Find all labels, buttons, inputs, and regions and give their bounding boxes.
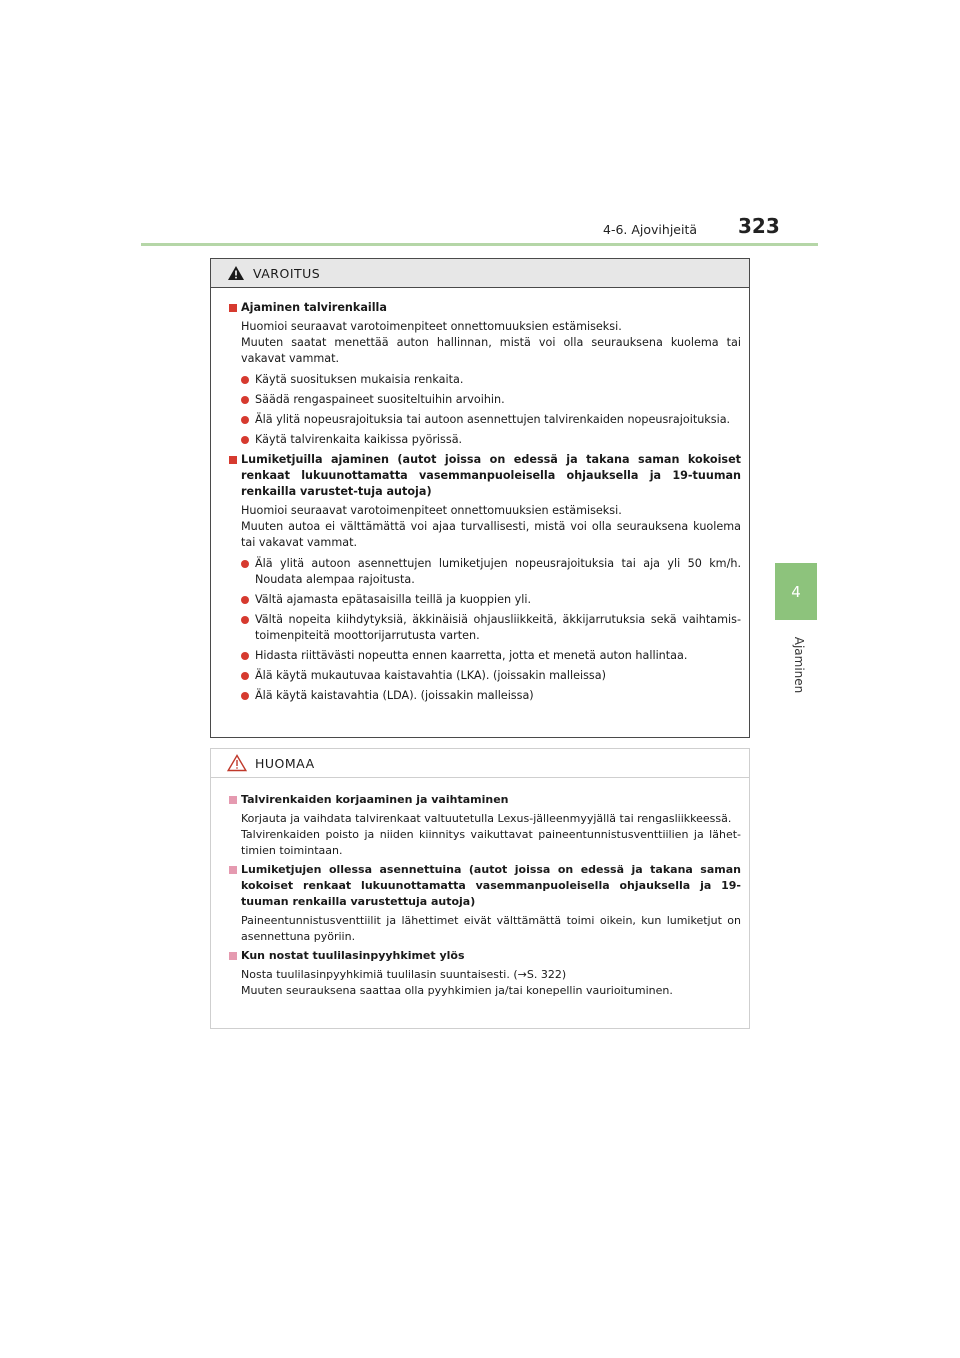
paragraph: Huomioi seuraavat varotoimenpiteet onnettomuuksien estämiseksi. [241, 504, 622, 517]
paragraph: Talvirenkaiden poisto ja niiden kiinnitys vaikuttavat paineentunnistusventtiilien ja lähet-timien toimintaan. [241, 828, 741, 857]
paragraph: Paineentunnistusventtiilit ja lähettimet eivät välttämättä toimi oikein, kun lumiketjut on asennettuna pyöriin. [241, 914, 741, 943]
section-heading [229, 792, 741, 808]
list-item-text: Käytä talvirenkaita kaikissa pyörissä. [255, 433, 463, 446]
list-item [229, 688, 741, 704]
section-heading-text: Ajaminen talvirenkailla [241, 301, 387, 314]
paragraph: Muuten saatat menettää auton hallinnan, mistä voi olla seurauksena kuolema tai vakavat vammat. [241, 336, 741, 365]
list-item-text: Hidasta riittävästi nopeutta ennen kaarretta, jotta et menetä auton hallintaa. [255, 649, 688, 662]
list-item-text: Vältä ajamasta epätasaisilla teillä ja kuoppien yli. [255, 593, 532, 606]
bullet-dot-icon [241, 416, 249, 424]
list-item [229, 556, 741, 588]
caution-triangle-icon [227, 754, 247, 772]
section-item [229, 792, 741, 859]
warning-title: VAROITUS [253, 265, 321, 281]
list-item [229, 392, 741, 408]
section-heading [229, 862, 741, 910]
section-item [229, 300, 741, 448]
warning-box [210, 258, 750, 738]
list-item [229, 668, 741, 684]
list-item-text: Älä ylitä autoon asennettujen lumiketjujen nopeusrajoituksia tai aja yli 50 km/h. Noudata alempaa rajoitusta. [255, 557, 741, 586]
bullet-dot-icon [241, 616, 249, 624]
chapter-tab[interactable] [775, 563, 817, 620]
list-item-text: Säädä rengaspaineet suositeltuihin arvoihin. [255, 393, 505, 406]
square-bullet-icon [229, 304, 237, 312]
bullet-dot-icon [241, 692, 249, 700]
chapter-number: 4 [791, 582, 801, 601]
list-item [229, 412, 741, 428]
bullet-dot-icon [241, 436, 249, 444]
paragraph: Korjauta ja vaihdata talvirenkaat valtuutetulla Lexus-jälleenmyyjällä tai rengasliikkeessä. [241, 812, 732, 825]
square-bullet-icon [229, 456, 237, 464]
paragraph: Nosta tuulilasinpyyhkimiä tuulilasin suuntaisesti. (→S. 322) [241, 968, 567, 981]
square-bullet-icon [229, 952, 237, 960]
section-heading-text: Kun nostat tuulilasinpyyhkimet ylös [241, 949, 465, 962]
warning-header [211, 259, 749, 288]
section-item [229, 452, 741, 704]
list-item-text: Älä käytä mukautuvaa kaistavahtia (LKA). (joissakin malleissa) [255, 669, 606, 682]
notice-body [211, 778, 749, 999]
bullet-dot-icon [241, 376, 249, 384]
warning-body [211, 288, 749, 704]
list-item [229, 592, 741, 608]
list-item [229, 612, 741, 644]
square-bullet-icon [229, 796, 237, 804]
list-item [229, 432, 741, 448]
bullet-dot-icon [241, 396, 249, 404]
notice-title: HUOMAA [255, 755, 315, 771]
chapter-label: Ajaminen [792, 636, 806, 694]
list-item-text: Käytä suosituksen mukaisia renkaita. [255, 373, 464, 386]
list-item-text: Vältä nopeita kiihdytyksiä, äkkinäisiä ohjausliikkeitä, äkkijarrutuksia sekä vaihtamis-toimenpiteitä moottorijarrutusta varten. [255, 613, 741, 642]
paragraph: Muuten seurauksena saattaa olla pyyhkimien ja/tai konepellin vaurioituminen. [241, 984, 673, 997]
notice-box [210, 748, 750, 1029]
section-heading [229, 948, 741, 964]
bullet-dot-icon [241, 652, 249, 660]
paragraph: Muuten autoa ei välttämättä voi ajaa turvallisesti, mistä voi olla seurauksena kuolema tai vakavat vammat. [241, 520, 741, 549]
bullet-list [229, 372, 741, 448]
paragraph: Huomioi seuraavat varotoimenpiteet onnettomuuksien estämiseksi. [241, 320, 622, 333]
list-item-text: Älä ylitä nopeusrajoituksia tai autoon asennettujen talvirenkaiden nopeusrajoituksia. [255, 413, 731, 426]
warning-triangle-icon [227, 265, 245, 281]
page-number: 323 [738, 214, 780, 238]
section-heading-text: Lumiketjujen ollessa asennettuina (autot joissa on edessä ja takana saman kokoiset renkaat lukuunottamatta vasemmanpuoleisella ohjauksella ja 19-tuuman renkailla varustettuja autoja) [241, 863, 741, 908]
section-heading [229, 452, 741, 500]
bullet-list [229, 556, 741, 704]
header-divider [141, 243, 818, 246]
bullet-dot-icon [241, 596, 249, 604]
section-heading [229, 300, 741, 316]
section-title: 4-6. Ajovihjeitä [603, 222, 698, 237]
list-item [229, 648, 741, 664]
square-bullet-icon [229, 866, 237, 874]
section-heading-text: Talvirenkaiden korjaaminen ja vaihtaminen [241, 793, 509, 806]
section-item [229, 862, 741, 945]
section-heading-text: Lumiketjuilla ajaminen (autot joissa on edessä ja takana saman kokoiset renkaat lukuunottamatta vasemmanpuoleisella ohjauksella ja 19-tuuman renkailla varustet-tuja autoja) [241, 453, 741, 498]
list-item [229, 372, 741, 388]
bullet-dot-icon [241, 672, 249, 680]
notice-header [211, 749, 749, 778]
list-item-text: Älä käytä kaistavahtia (LDA). (joissakin malleissa) [255, 689, 534, 702]
section-item [229, 948, 741, 999]
bullet-dot-icon [241, 560, 249, 568]
